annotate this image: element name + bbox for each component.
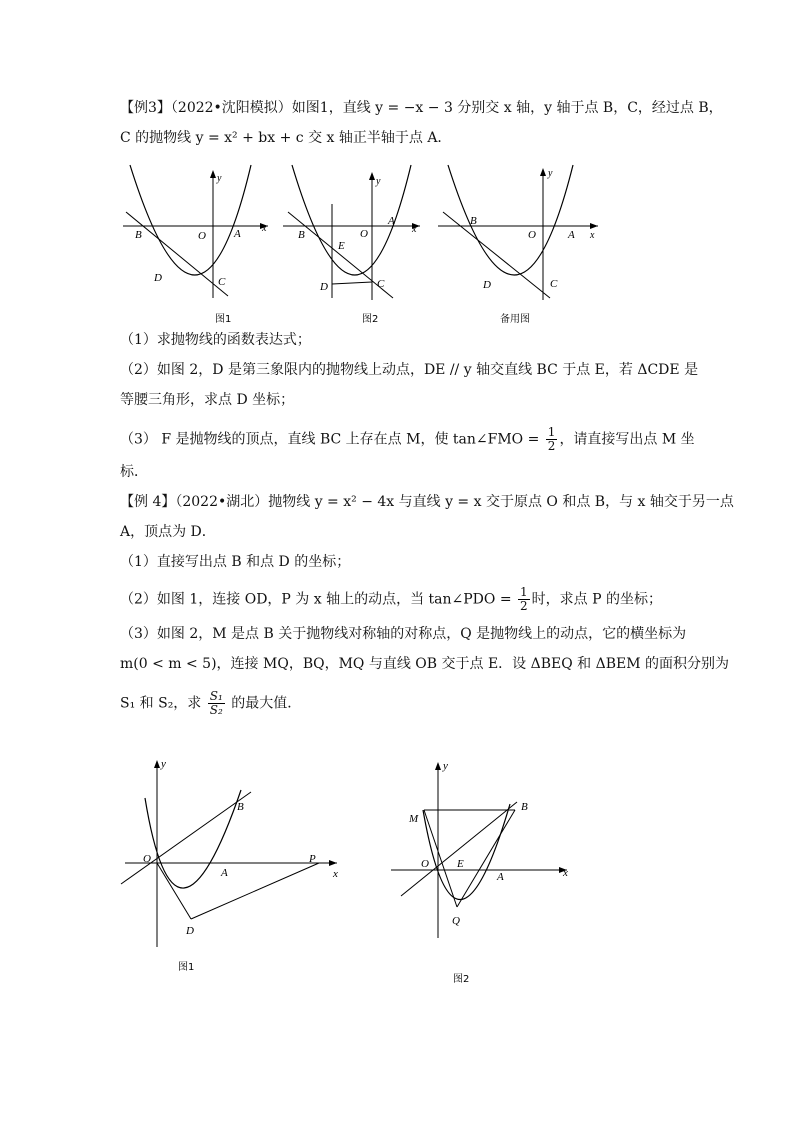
ex4-line1: 【例 4】（2022•湖北）抛物线 y = x² − 4x 与直线 y = x 交于原点 O 和点 B，与 x 轴交于另一点 — [120, 494, 734, 510]
label-B: B — [470, 215, 477, 227]
label-C: C — [377, 278, 385, 290]
label-O: O — [360, 228, 368, 240]
label-D: D — [483, 279, 491, 291]
fraction — [546, 426, 558, 453]
label-O: O — [198, 230, 206, 242]
ex4-q3a: （3）如图 2，M 是点 B 关于抛物线对称轴的对称点，Q 是抛物线上的动点，它的横坐标为 — [120, 626, 687, 642]
label-E: E — [338, 240, 345, 252]
label-A: A — [234, 228, 241, 240]
ex3-q3a — [120, 425, 695, 453]
ex4-fig2-caption: 图2 — [453, 974, 470, 985]
fraction — [518, 586, 530, 613]
label-P: P — [309, 853, 316, 865]
ex4-q3b: m(0 < m < 5)，连接 MQ，BQ，MQ 与直线 OB 交于点 E．设 ΔBEQ 和 ΔBEM 的面积分别为 — [120, 656, 730, 672]
label-O: O — [528, 229, 536, 241]
label-A: A — [388, 215, 395, 227]
ex3-figure-2 — [283, 165, 420, 325]
label-x: x — [590, 230, 595, 241]
ex3-q2a: （2）如图 2，D 是第三象限内的抛物线上动点，DE // y 轴交直线 BC 于点 E，若 ΔCDE 是 — [120, 362, 699, 378]
ex4-q2-post: 时，求点 P 的坐标； — [531, 591, 662, 608]
fig2-caption: 图2 — [362, 314, 379, 325]
label-B: B — [135, 229, 142, 241]
label-y: y — [376, 176, 381, 187]
label-y: y — [217, 173, 222, 184]
label-D: D — [154, 272, 162, 284]
label-x: x — [563, 867, 568, 879]
ex4-figure-2 — [391, 760, 568, 985]
label-Q: Q — [452, 915, 460, 927]
fraction — [208, 690, 225, 717]
label-B: B — [521, 801, 528, 813]
label-A: A — [221, 867, 228, 879]
label-x: x — [412, 224, 417, 235]
ex3-line2: C 的抛物线 y = x² + bx + c 交 x 轴正半轴于点 A． — [120, 130, 452, 146]
fig1-caption: 图1 — [215, 314, 232, 325]
ex4-figure-1 — [121, 758, 338, 973]
label-D: D — [186, 925, 194, 937]
ex4-figures — [115, 752, 595, 997]
fraction-numerator: 1 — [520, 585, 528, 599]
label-C: C — [550, 278, 558, 290]
label-E: E — [457, 858, 464, 870]
ex4-q2-pre: （2）如图 1，连接 OD，P 为 x 轴上的动点，当 tan∠PDO = — [120, 591, 517, 608]
ex4-line2: A，顶点为 D． — [120, 524, 216, 540]
ex3-line1: 【例3】（2022•沈阳模拟）如图1，直线 y = −x − 3 分别交 x 轴，y 轴于点 B，C，经过点 B， — [120, 100, 723, 116]
label-C: C — [218, 276, 226, 288]
fraction-numerator: 1 — [547, 425, 556, 439]
ex3-q3b: 标． — [120, 464, 148, 480]
ex3-figures — [118, 160, 598, 328]
ex3-backup-figure — [438, 165, 598, 325]
label-B: B — [237, 801, 244, 813]
label-M: M — [409, 813, 419, 825]
fraction-denominator: 2 — [520, 599, 528, 613]
fraction-denominator: S₂ — [209, 703, 223, 717]
ex3-q3a-post: ，请直接写出点 M 坐 — [559, 431, 695, 448]
ex3-q2b: 等腰三角形，求点 D 坐标； — [120, 392, 295, 408]
ex3-figure-1 — [123, 165, 268, 325]
label-D: D — [320, 281, 328, 293]
backup-caption: 备用图 — [500, 314, 530, 325]
ex4-q3c-pre: S₁ 和 S₂，求 — [120, 695, 206, 712]
label-B: B — [298, 229, 305, 241]
label-O: O — [421, 858, 429, 870]
ex3-q3a-pre: （3） F 是抛物线的顶点，直线 BC 上存在点 M，使 tan∠FMO = — [120, 431, 544, 448]
label-A: A — [568, 229, 575, 241]
ex4-fig1-caption: 图1 — [178, 962, 195, 973]
fraction-numerator: S₁ — [209, 689, 223, 703]
label-A: A — [497, 871, 504, 883]
ex4-q3c — [120, 690, 680, 717]
label-x: x — [333, 868, 338, 880]
ex4-q2 — [120, 586, 680, 613]
label-x: x — [262, 223, 267, 234]
ex4-q3c-post: 的最大值． — [226, 695, 302, 712]
ex3-q1: （1）求抛物线的函数表达式； — [120, 332, 311, 348]
label-O: O — [143, 853, 151, 865]
fraction-denominator: 2 — [547, 439, 556, 453]
label-y: y — [548, 168, 553, 179]
label-y: y — [161, 758, 166, 770]
label-y: y — [443, 760, 448, 772]
ex4-q1: （1）直接写出点 B 和点 D 的坐标； — [120, 554, 351, 570]
